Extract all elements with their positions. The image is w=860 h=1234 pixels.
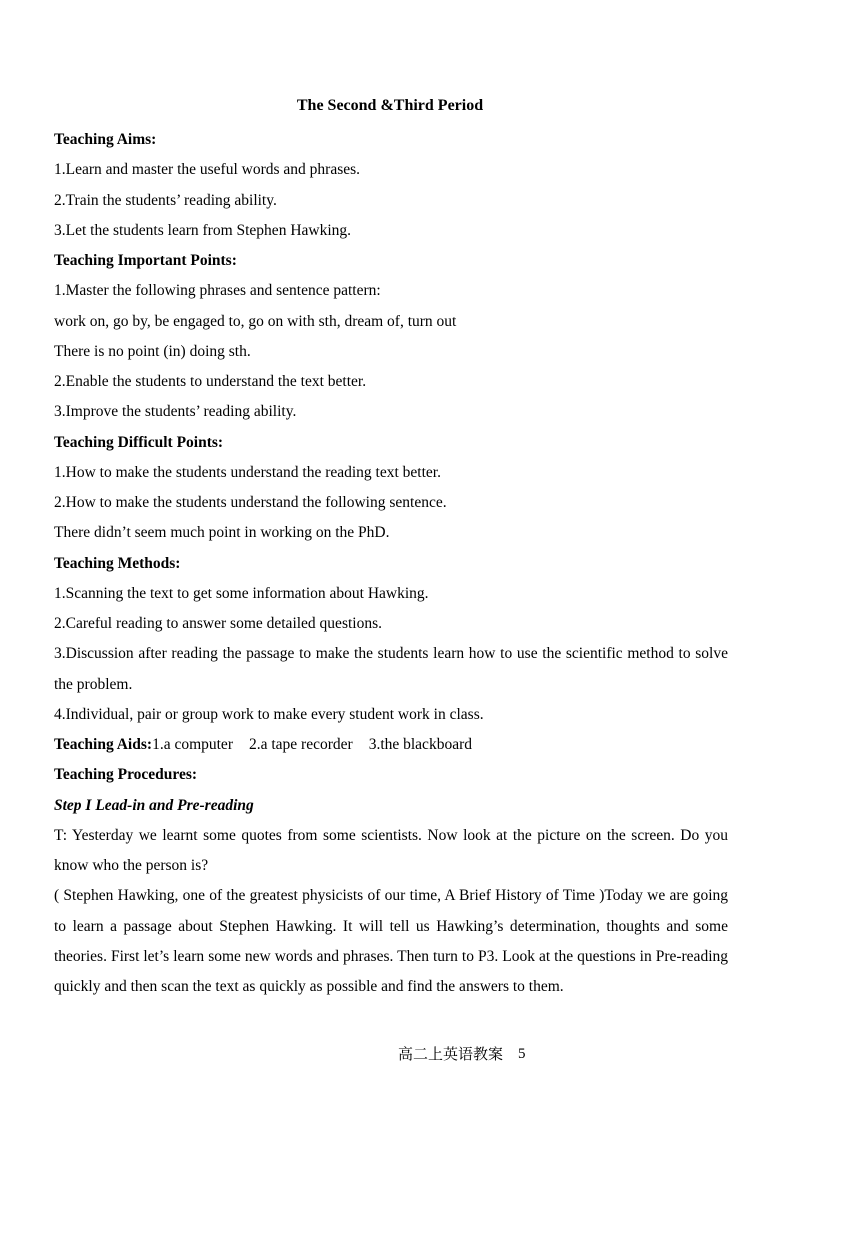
important-points-heading: Teaching Important Points: — [54, 252, 237, 269]
page-number: 5 — [518, 1046, 526, 1062]
important-point-item: 2.Enable the students to understand the text better. — [54, 373, 367, 390]
difficult-point-item: 2.How to make the students understand the following sentence. — [54, 494, 447, 511]
aims-item: 1.Learn and master the useful words and phrases. — [54, 161, 361, 179]
important-point-item: work on, go by, be engaged to, go on with sth, dream of, turn out — [54, 312, 457, 330]
procedure-paragraph: T: Yesterday we learnt some quotes from some scientists. Now look at the picture on the screen. Do you know who the person is? — [54, 826, 728, 874]
difficult-point-item: 1.How to make the students understand the reading text better. — [54, 463, 441, 481]
method-item: 1.Scanning the text to get some information about Hawking. — [54, 584, 429, 602]
method-item: 3.Discussion after reading the passage to make the students learn how to use the scientific method to solve the problem. — [54, 645, 728, 693]
difficult-point-item: There didn’t seem much point in working on the PhD. — [54, 524, 390, 542]
aids-item: 2.a tape recorder — [248, 736, 353, 753]
procedure-paragraph: ( Stephen Hawking, one of the greatest physicists of our time, A Brief History of Time )Today we are going to learn a passage about Stephen Hawking. It will tell us Hawking’s determination, thoughts and some theories. First let’s learn some new words and phrases. Then turn to P3. Look at the questions in Pre-reading quickly and then scan the text as quickly as possible and find the answers to them. — [54, 887, 728, 995]
lesson-content — [54, 125, 728, 1002]
important-point-item: 1.Master the following phrases and sentence pattern: — [54, 282, 381, 300]
aims-heading: Teaching Aims: — [54, 131, 157, 148]
aims-item: 3.Let the students learn from Stephen Hawking. — [54, 221, 352, 239]
method-item: 4.Individual, pair or group work to make every student work in class. — [54, 705, 484, 723]
methods-heading: Teaching Methods: — [54, 554, 181, 572]
difficult-points-heading: Teaching Difficult Points: — [54, 433, 224, 451]
footer-text: 高二上英语教案 — [398, 1045, 504, 1063]
important-point-item: There is no point (in) doing sth. — [54, 342, 251, 360]
method-item: 2.Careful reading to answer some detailed questions. — [54, 615, 382, 632]
teaching-aids — [54, 730, 728, 760]
aids-item: 1.a computer — [152, 736, 233, 753]
page-title: The Second &Third Period — [296, 97, 484, 114]
aims-item: 2.Train the students’ reading ability. — [54, 191, 277, 209]
aids-label: Teaching Aids: — [54, 736, 153, 753]
procedures-heading: Teaching Procedures: — [54, 766, 198, 784]
step-heading: Step I Lead-in and Pre-reading — [54, 796, 254, 814]
aids-item: 3.the blackboard — [368, 736, 472, 753]
important-point-item: 3.Improve the students’ reading ability. — [54, 403, 297, 421]
